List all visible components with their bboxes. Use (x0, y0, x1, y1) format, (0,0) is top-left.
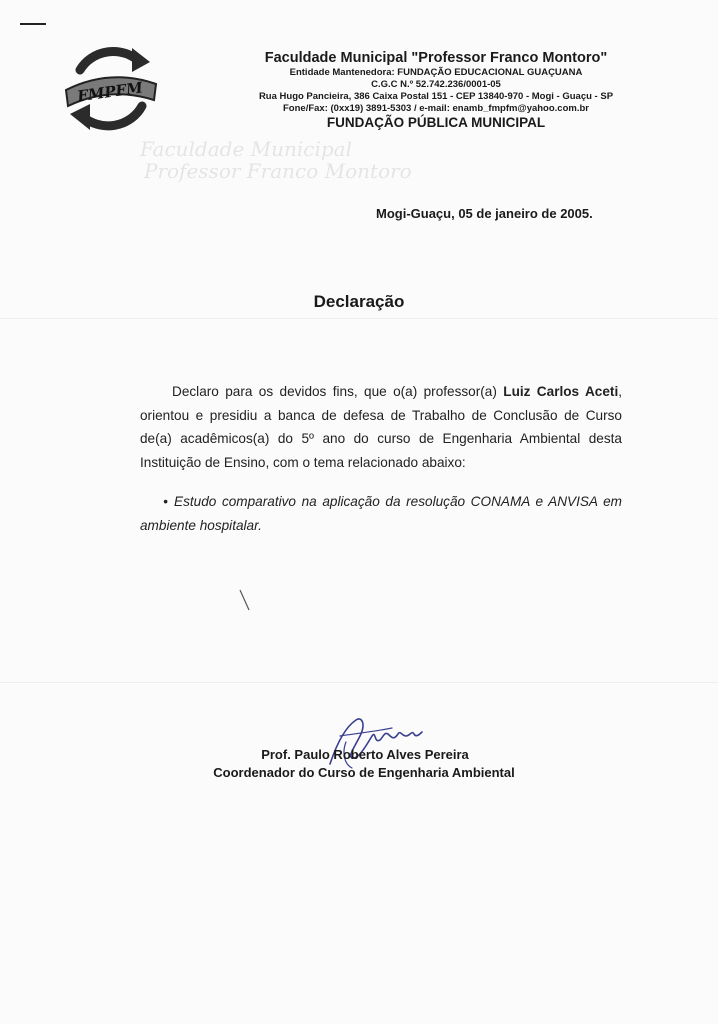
letterhead (216, 50, 656, 131)
pen-stroke-mark (238, 588, 252, 614)
signatory-name: Prof. Paulo Roberto Alves Pereira (261, 747, 469, 762)
signatory-role: Coordenador do Curso de Engenharia Ambiental (213, 765, 515, 780)
contact-line: Fone/Fax: (0xx19) 3891-5303 / e-mail: enamb_fmpfm@yahoo.com.br (283, 103, 589, 114)
maintainer-line: Entidade Mantenedora: FUNDAÇÃO EDUCACIONAL GUAÇUANA (289, 67, 583, 78)
watermark (140, 138, 412, 182)
circular-arrows-logo-icon (60, 40, 160, 136)
paper-fold-line (0, 318, 718, 319)
public-foundation-line: FUNDAÇÃO PÚBLICA MUNICIPAL (326, 115, 546, 130)
logo-text: FMPFM (76, 78, 144, 106)
corner-mark (20, 23, 46, 25)
institution-logo (60, 40, 160, 136)
document-title: Declaração (313, 292, 405, 311)
declaration-paragraph (140, 380, 622, 474)
paragraph-text: , orientou e presidiu a banca de defesa de Trabalho de Conclusão de Curso de(a) acadêmicos(a) do 5º ano do curso de Engenharia Ambiental desta Instituição de Ensino, com o tema relacionado abaixo: (140, 384, 623, 470)
watermark-line: Professor Franco Montoro (144, 159, 412, 183)
watermark-line: Faculdade Municipal (140, 137, 353, 161)
signature-block (184, 746, 544, 782)
institution-name: Faculdade Municipal "Professor Franco Montoro" (264, 50, 608, 66)
professor-name: Luiz Carlos Aceti (503, 384, 619, 399)
paragraph-text: Declaro para os devidos fins, que o(a) professor(a) (172, 384, 504, 399)
paper-fold-line (0, 682, 718, 683)
topic-text: Estudo comparativo na aplicação da resolução CONAMA e ANVISA em ambiente hospitalar. (140, 494, 622, 533)
document-date: Mogi-Guaçu, 05 de janeiro de 2005. (376, 206, 593, 221)
cgc-line: C.G.C N.º 52.742.236/0001-05 (371, 79, 501, 90)
bullet-icon: • (163, 494, 168, 509)
address-line: Rua Hugo Pancieira, 386 Caixa Postal 151 - CEP 13840-970 - Mogi - Guaçu - SP (258, 91, 614, 102)
topic-item (140, 490, 622, 537)
